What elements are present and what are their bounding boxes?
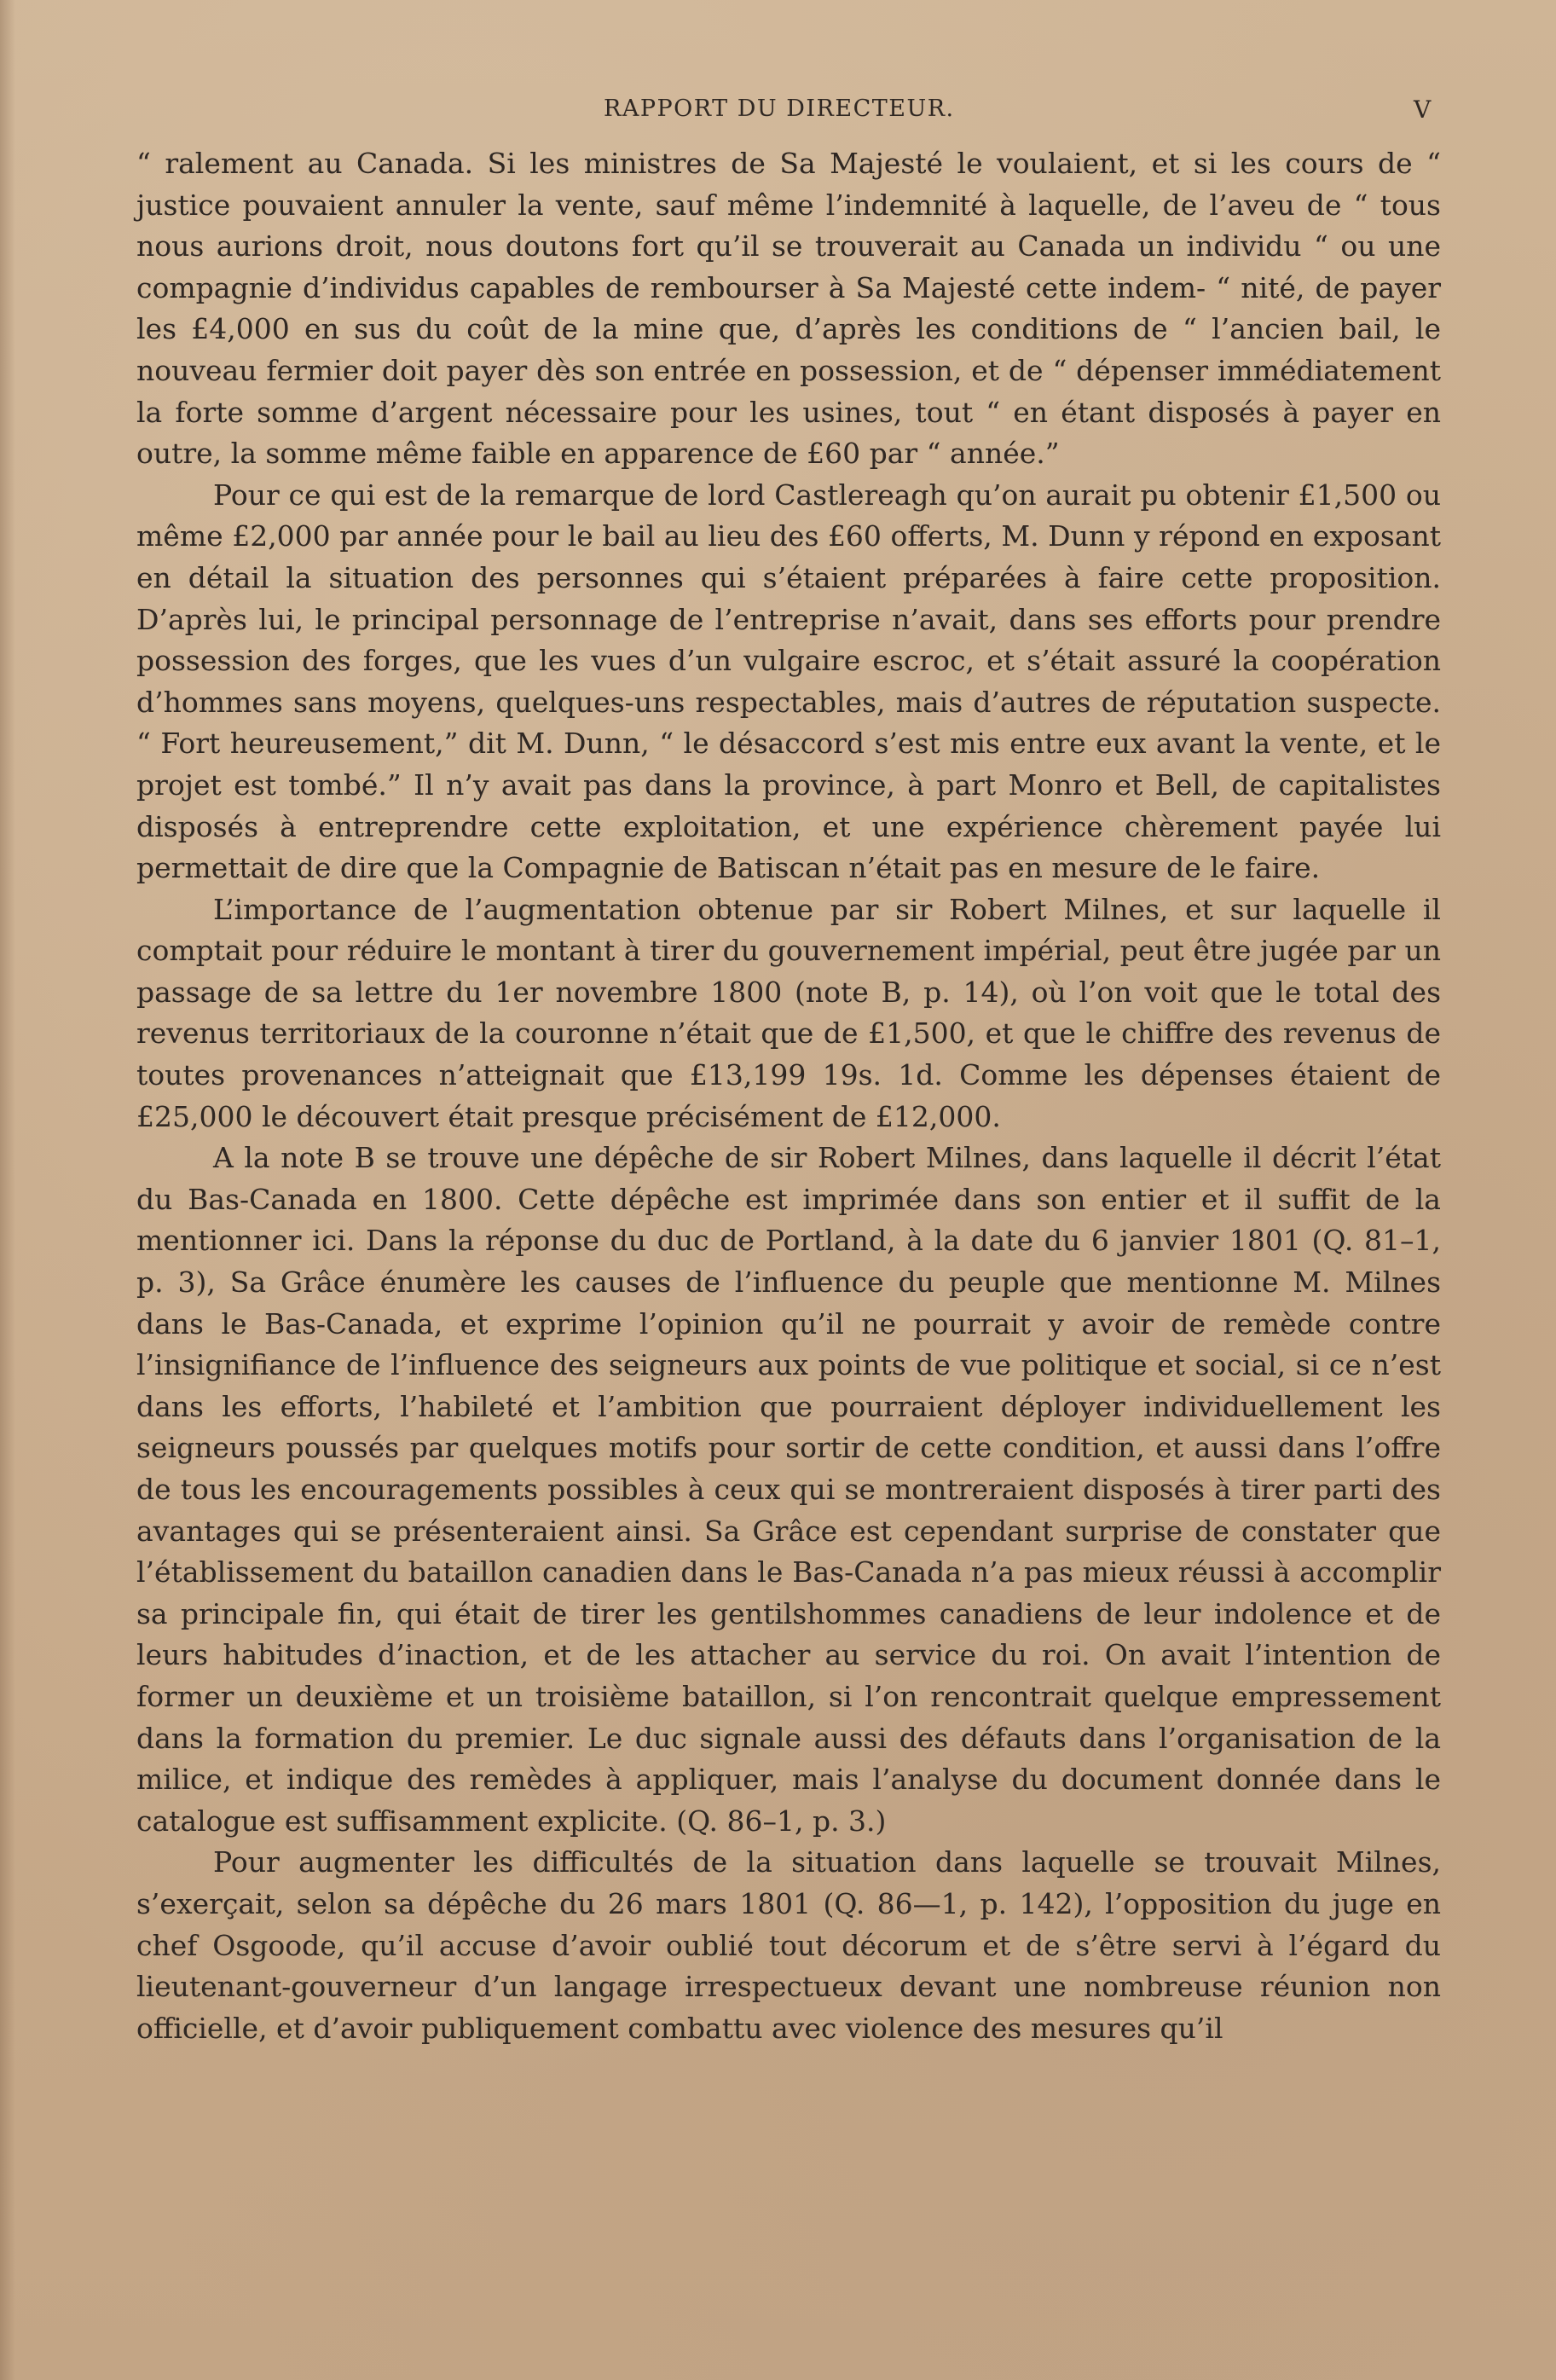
paragraph-milnes-revenue: L’importance de l’augmentation obtenue par sir Robert Milnes, et sur laquelle il comptait pour réduire le montant à tirer du gouvernement impérial, peut être jugée par un passage de sa lettre du 1er novembre 1800 (note B, p. 14), où l’on voit que le total des revenus territoriaux de la couronne n’était que de £1,500, et que le chiffre des revenus de toutes provenances n’atteignait que £13,199 19s. 1d. Comme les dépenses étaient de £25,000 le découvert était presque précisément de £12,000. (136, 892, 1441, 1133)
running-header (0, 96, 1556, 130)
page-edge-shadow (0, 0, 15, 2380)
paragraph-castlereagh: Pour ce qui est de la remarque de lord Castlereagh qu’on aurait pu obtenir £1,500 ou même £2,000 par année pour le bail au lieu des £60 offerts, M. Dunn y répond en exposant en détail la situation des personnes qui s’étaient préparées à faire cette proposition. D’après lui, le principal personnage de l’entreprise n’avait, dans ses efforts pour prendre possession des forges, que les vues d’un vulgaire escroc, et s’était assuré la coopération d’hommes sans moyens, quelques-uns respectables, mais d’autres de réputation suspecte. “ Fort heureusement,” dit M. Dunn, “ le désaccord s’est mis entre eux avant la vente, et le projet est tombé.” Il n’y avait pas dans la province, à part Monro et Bell, de capitalistes disposés à entreprendre cette exploitation, et une expérience chèrement payée lui permettait de dire que la Compagnie de Batiscan n’était pas en mesure de le faire. (136, 478, 1441, 885)
body-text (136, 143, 1441, 2049)
header-title: RAPPORT DU DIRECTEUR. (604, 96, 955, 122)
paragraph-osgoode: Pour augmenter les difficultés de la situation dans laquelle se trouvait Milnes, s’exerçait, selon sa dépêche du 26 mars 1801 (Q. 86—1, p. 142), l’opposition du juge en chef Osgoode, qu’il accuse d’avoir oublié tout décorum et de s’être servi à l’égard du lieutenant-gouverneur d’un langage irrespectueux devant une nombreuse réunion non officielle, et d’avoir publiquement combattu avec violence des mesures qu’il (136, 1845, 1441, 2045)
paragraph-continued-quote: “ ralement au Canada. Si les ministres de Sa Majesté le voulaient, et si les cours de “ justice pouvaient annuler la vente, sauf même l’indemnité à laquelle, de l’aveu de “ tous nous aurions droit, nous doutons fort qu’il se trouverait au Canada un individu “ ou une compagnie d’individus capables de rembourser à Sa Majesté cette indem- “ nité, de payer les £4,000 en sus du coût de la mine que, d’après les conditions de “ l’ancien bail, le nouveau fermier doit payer dès son entrée en possession, et de “ dépenser immédiatement la forte somme d’argent nécessaire pour les usines, tout “ en étant disposés à payer en outre, la somme même faible en apparence de £60 par “ année.” (136, 147, 1441, 471)
page-number: V (1414, 96, 1432, 124)
paragraph-portland-despatch: A la note B se trouve une dépêche de sir Robert Milnes, dans laquelle il décrit l’état du Bas-Canada en 1800. Cette dépêche est imprimée dans son entier et il suffit de la mentionner ici. Dans la réponse du duc de Portland, à la date du 6 janvier 1801 (Q. 81–1, p. 3), Sa Grâce énumère les causes de l’influence du peuple que mentionne M. Milnes dans le Bas-Canada, et exprime l’opinion qu’il ne pourrait y avoir de remède contre l’insignifiance de l’influence des seigneurs aux points de vue politique et social, si ce n’est dans les efforts, l’habileté et l’ambition que pourraient déployer individuellement les seigneurs poussés par quelques motifs pour sortir de cette condition, et aussi dans l’offre de tous les encouragements possibles à ceux qui se montreraient disposés à tirer parti des avantages qui se présenteraient ainsi. Sa Grâce est cependant surprise de constater que l’établissement du bataillon canadien dans le Bas-Canada n’a pas mieux réussi à accomplir sa principale fin, qui était de tirer les gentilshommes canadiens de leur indolence et de leurs habitudes d’inaction, et de les attacher au service du roi. On avait l’intention de former un deuxième et un troisième bataillon, si l’on rencontrait quelque empressement dans la formation du premier. Le duc signale aussi des défauts dans l’organisation de la milice, et indique des remèdes à appliquer, mais l’analyse du document donnée dans le catalogue est suffisamment explicite. (Q. 86–1, p. 3.) (136, 1141, 1441, 1838)
